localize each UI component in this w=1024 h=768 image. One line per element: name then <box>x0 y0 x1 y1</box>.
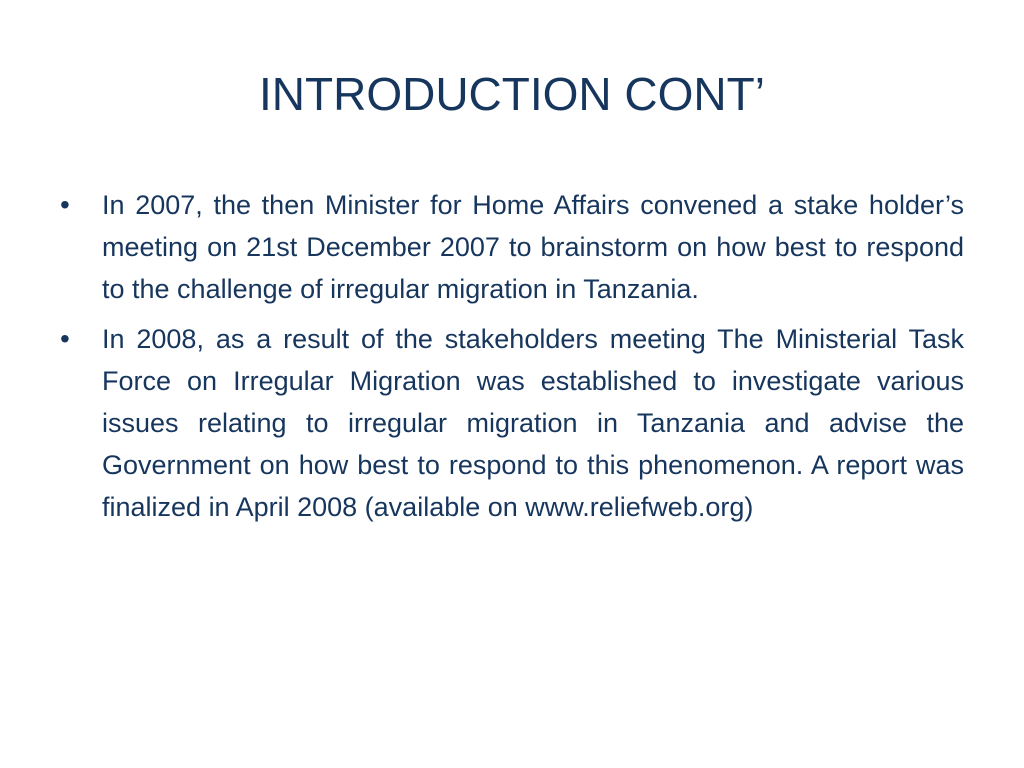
slide-title: INTRODUCTION CONT’ <box>259 68 765 120</box>
bullet-icon: • <box>60 189 70 220</box>
bullet-item <box>60 318 964 528</box>
bullet-list <box>60 184 964 536</box>
bullet-icon: • <box>60 323 70 354</box>
bullet-text: In 2008, as a result of the stakeholders meeting The Ministerial Task Force on Irregular Migration was established to investigate various issues relating to irregular migration in Tanzania and advise the Government on how best to respond to this phenomenon. A report was finalized in April 2008 (available on www.reliefweb.org) <box>102 324 964 522</box>
bullet-text: In 2007, the then Minister for Home Affairs convened a stake holder’s meeting on 21st December 2007 to brainstorm on how best to respond to the challenge of irregular migration in Tanzania. <box>102 190 964 304</box>
bullet-item <box>60 184 964 310</box>
